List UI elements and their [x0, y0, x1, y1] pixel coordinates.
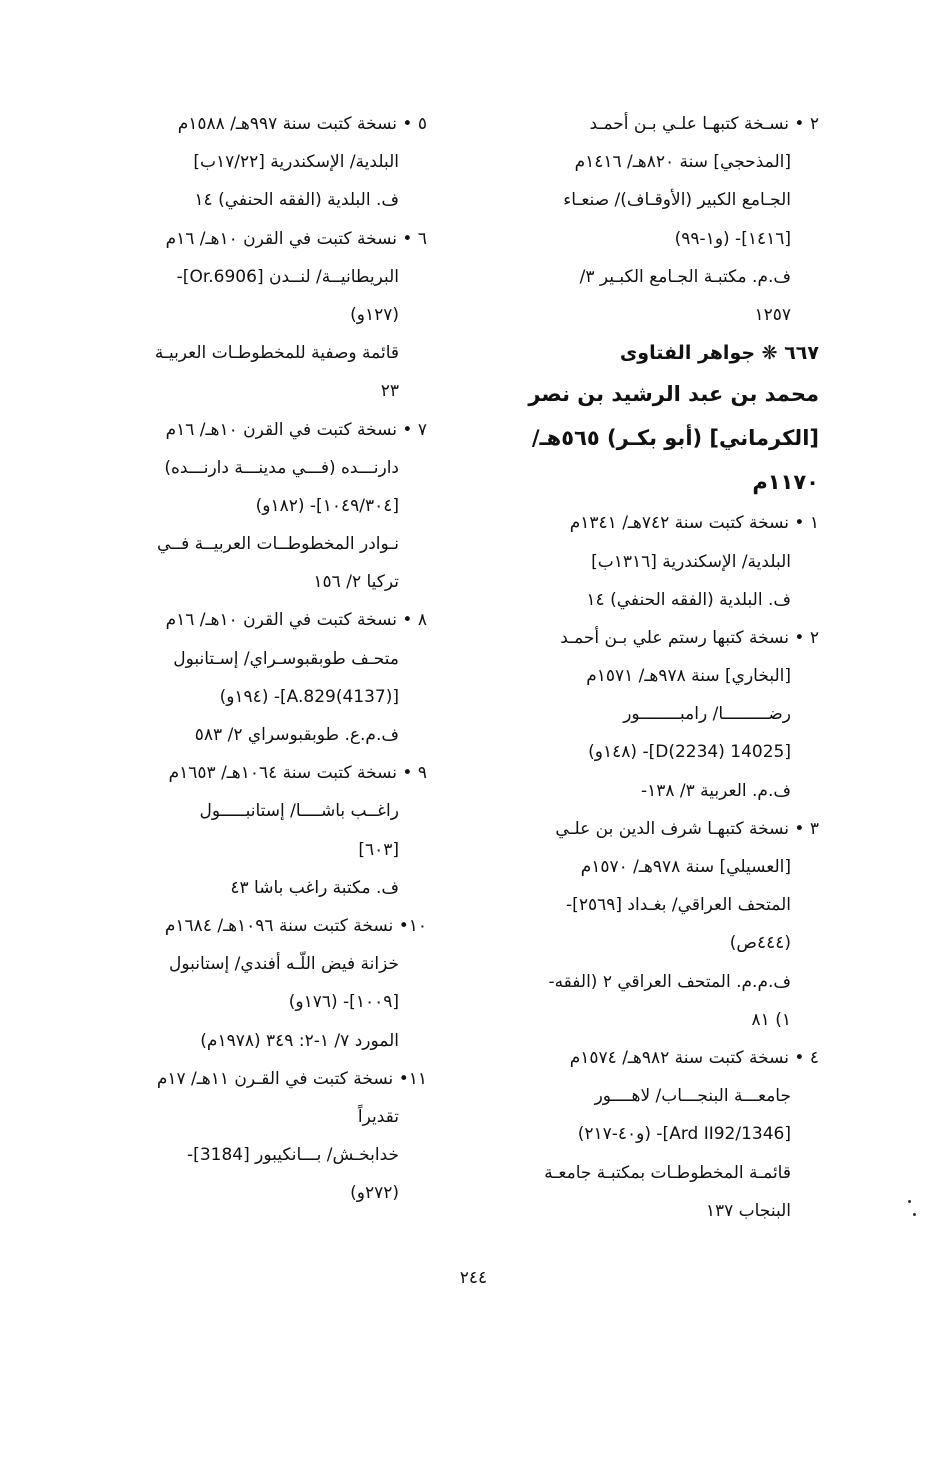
left-column-line: ٦ • نسخة كتبت في القرن ١٠هـ/ ١٦م [165, 228, 427, 249]
right-column-line: ٢ • نسخة كتبها رستم علي بـن أحمـد [560, 627, 819, 648]
left-column-line: (٢٧٢و) [350, 1183, 399, 1204]
scan-speck [908, 1200, 911, 1203]
right-column-line: البنجاب ١٣٧ [705, 1200, 791, 1221]
left-column-line: خدابخـش/ بـــانكيبور [3184]- [187, 1145, 399, 1166]
right-column-line: [١٤١٦]- (و١-٩٩) [674, 228, 791, 249]
left-column-line: [١٠٠٩]- (١٧٦و) [288, 992, 399, 1013]
left-column [97, 105, 427, 1212]
scan-speck [913, 1213, 916, 1216]
left-column-line: ١٠• نسخة كتبت سنة ١٠٩٦هـ/ ١٦٨٤م [164, 915, 427, 936]
right-column-line: ٤ • نسخة كتبت سنة ٩٨٢هـ/ ١٥٧٤م [569, 1047, 819, 1068]
right-column-line: ٢ • نسـخة كتبهـا علـي بـن أحمـد [589, 114, 819, 134]
left-column-line: [A.829(4137)]- (١٩٤و) [219, 686, 399, 707]
right-column-line: [العسيلي] سنة ٩٧٨هـ/ ١٥٧٠م [580, 857, 791, 877]
right-column-line: ٦٦٧ ❋ جواهر الفتاوى [619, 342, 819, 365]
left-column-line: دارنـــده (فـــي مدينـــة دارنـــده) [164, 457, 399, 478]
left-column-line: ف. مكتبة راغب باشا ٤٣ [230, 877, 399, 898]
left-column-line: [١٠٤٩/٣٠٤]- (١٨٢و) [255, 495, 399, 516]
right-column-line: [المذحجي] سنة ٨٢٠هـ/ ١٤١٦م [574, 152, 791, 173]
left-column-line: البريطانيــة/ لنــدن [Or.6906]- [176, 266, 399, 287]
right-column-line: البلدية/ الإسكندرية [١٣١٦ب] [591, 551, 791, 572]
right-column-line: الجـامع الكبير (الأوقـاف)/ صنعـاء [563, 190, 791, 211]
right-column-line: ١) ٨١ [751, 1009, 791, 1030]
left-column-line: [٦٠٣] [358, 839, 399, 860]
left-column-line: نـوادر المخطوطــات العربيــة فــي [157, 534, 399, 555]
left-column-line: ١١• نسخة كتبت في القـرن ١١هـ/ ١٧م [156, 1068, 427, 1089]
left-column-line: المورد ٧/ ١-٢: ٣٤٩ (١٩٧٨م) [200, 1030, 399, 1051]
left-column-line: متحـف طوبقبوسـراي/ إسـتانبول [173, 648, 399, 669]
left-column-line: خزانة فيض اللّـه أفندي/ إستانبول [169, 954, 399, 975]
right-column-line: ف. البلدية (الفقه الحنفي) ١٤ [586, 589, 791, 610]
right-column-line: جامعـــة البنجـــاب/ لاهــــور [594, 1086, 791, 1107]
page-number: ٢٤٤ [459, 1268, 488, 1288]
right-column-line: [Ard II92/1346]- (و٤٠-٢١٧) [577, 1124, 791, 1145]
left-column-line: راغــب باشــــا/ إستانبـــــول [199, 801, 399, 822]
right-column-line: ف.م.م. المتحف العراقي ٢ (الفقه- [548, 971, 791, 992]
left-column-line: ٥ • نسخة كتبت سنة ٩٩٧هـ/ ١٥٨٨م [177, 114, 427, 134]
left-column-line: ف. البلدية (الفقه الحنفي) ١٤ [194, 190, 399, 211]
right-column-line: ف.م. العربية ٣/ ١٣٨- [640, 780, 791, 801]
right-column-line: ١ • نسخة كتبت سنة ٧٤٢هـ/ ١٣٤١م [569, 513, 819, 534]
right-column-line: ف.م. مكتبـة الجـامع الكبـير ٣/ [579, 266, 791, 287]
left-column-line: تركيا ٢/ ١٥٦ [313, 572, 399, 593]
right-column-line: ٣ • نسخة كتبهـا شرف الدين بن علـي [555, 818, 819, 839]
right-column-line: ١١٧٠م [752, 470, 819, 495]
right-column-line: ١٢٥٧ [754, 304, 791, 325]
right-column-line: رضـــــــــا/ رامبــــــــور [623, 704, 791, 725]
right-column-line: المتحف العراقي/ بغـداد [٢٥٦٩]- [566, 895, 791, 916]
left-column-line: (١٢٧و) [350, 304, 399, 325]
left-column-line: تقديراً [357, 1106, 399, 1127]
left-column-line: ف.م.ع. طوبقبوسراي ٢/ ٥٨٣ [194, 725, 399, 745]
right-column [474, 105, 819, 1230]
right-column-line: [14025 D(2234)]- (١٤٨و) [588, 742, 791, 763]
right-column-line: [البخاري] سنة ٩٧٨هـ/ ١٥٧١م [586, 666, 791, 687]
right-column-line: (٤٤٤ص) [729, 933, 791, 954]
left-column-line: البلدية/ الإسكندرية [١٧/٢٢ب] [193, 152, 399, 173]
left-column-line: ٨ • نسخة كتبت في القرن ١٠هـ/ ١٦م [165, 610, 427, 631]
right-column-line: محمد بن عبد الرشيد بن نصر [528, 382, 819, 407]
right-column-line: [الكرماني] (أبو بكـر) ٥٦٥هـ/ [531, 426, 819, 451]
left-column-line: قائمة وصفية للمخطوطـات العربيـة [154, 343, 399, 364]
left-column-line: ٧ • نسخة كتبت في القرن ١٠هـ/ ١٦م [165, 419, 427, 440]
left-column-line: ٢٣ [380, 381, 399, 402]
left-column-line: ٩ • نسخة كتبت سنة ١٠٦٤هـ/ ١٦٥٣م [168, 763, 427, 784]
right-column-line: قائمـة المخطوطـات بمكتبـة جامعـة [544, 1162, 791, 1183]
